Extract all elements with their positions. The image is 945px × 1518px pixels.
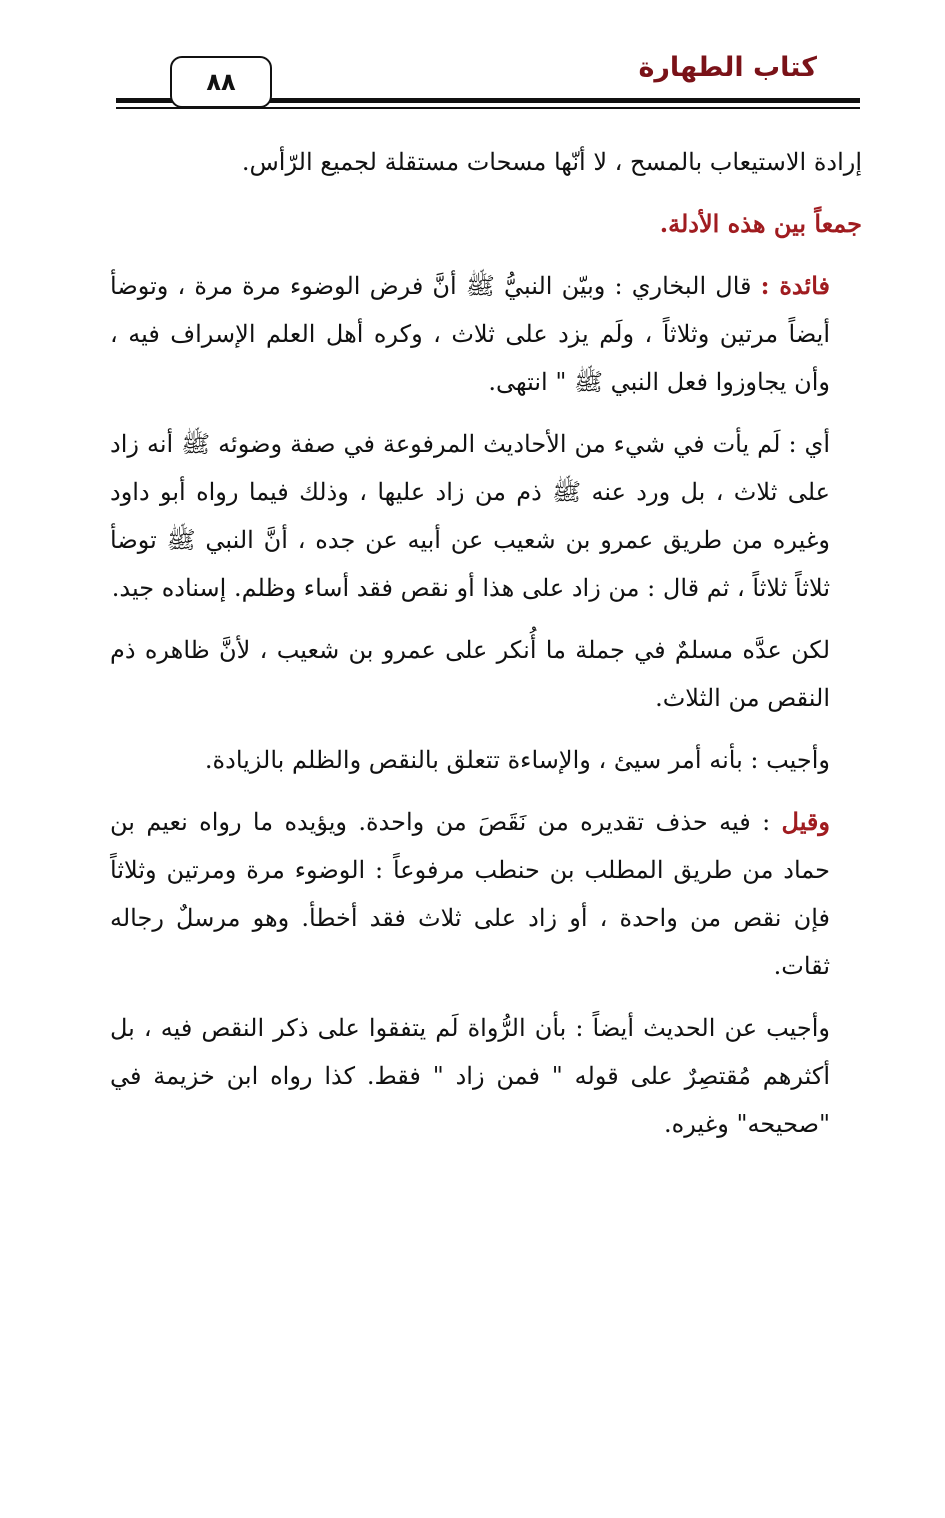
paragraph-8 bbox=[110, 1004, 862, 1148]
paragraph-2 bbox=[110, 200, 862, 248]
paragraph-1 bbox=[110, 138, 862, 186]
paragraph-qila bbox=[110, 798, 862, 990]
page-header bbox=[0, 0, 945, 130]
paragraph-4 bbox=[110, 420, 862, 612]
paragraph-6 bbox=[110, 736, 862, 784]
qila-label: وقيل bbox=[781, 807, 830, 836]
paragraph-4-text: أي : لَم يأت في شيء من الأحاديث المرفوعة في صفة وضوئه ﷺ أنه زاد على ثلاث ، بل ورد عنه ﷺ ذم من زاد عليها ، وذلك فيما رواه أبو داود وغيره من طريق عمرو بن شعيب عن أبيه عن جده ، أنَّ النبي ﷺ توضأ ثلاثاً ثلاثاً ، ثم قال : من زاد على هذا أو نقص فقد أساء وظلم. إسناده جيد. bbox=[110, 430, 830, 602]
paragraph-6-text: وأجيب : بأنه أمر سيئ ، والإساءة تتعلق بالنقص والظلم بالزيادة. bbox=[204, 746, 830, 774]
fayda-text: قال البخاري : وبيّن النبيُّ ﷺ أنَّ فرض الوضوء مرة مرة ، وتوضأ أيضاً مرتين وثلاثاً ، ولَم يزد على ثلاث ، وكره أهل العلم الإسراف فيه ، وأن يجاوزوا فعل النبي ﷺ " انتهى. bbox=[110, 272, 830, 396]
paragraph-8-text: وأجيب عن الحديث أيضاً : بأن الرُّواة لَم يتفقوا على ذكر النقص فيه ، بل أكثرهم مُقتصِرٌ على قوله " فمن زاد " فقط. كذا رواه ابن خزيمة في "صحيحه" وغيره. bbox=[110, 1014, 830, 1138]
fayda-label: فائدة : bbox=[760, 271, 830, 300]
paragraph-fayda bbox=[110, 262, 862, 406]
page-number: ٨٨ bbox=[170, 56, 272, 108]
paragraph-5-text: لكن عدَّه مسلمٌ في جملة ما أُنكر على عمرو بن شعيب ، لأنَّ ظاهره ذم النقص من الثلاث. bbox=[110, 636, 830, 712]
book-title: كتاب الطهارة bbox=[638, 52, 817, 83]
paragraph-1-text: إرادة الاستيعاب بالمسح ، لا أنّها مسحات مستقلة لجميع الرّأس. bbox=[241, 148, 862, 176]
paragraph-2-accent: جمعاً بين هذه الأدلة. bbox=[659, 209, 862, 238]
page-body bbox=[110, 138, 862, 1162]
paragraph-5 bbox=[110, 626, 862, 722]
qila-text: : فيه حذف تقديره من نَقَصَ من واحدة. ويؤيده ما رواه نعيم بن حماد من طريق المطلب بن حنطب مرفوعاً : الوضوء مرة ومرتين وثلاثاً فإن نقص من واحدة ، أو زاد على ثلاث فقد أخطأ. وهو مرسلٌ رجاله ثقات. bbox=[110, 808, 830, 980]
